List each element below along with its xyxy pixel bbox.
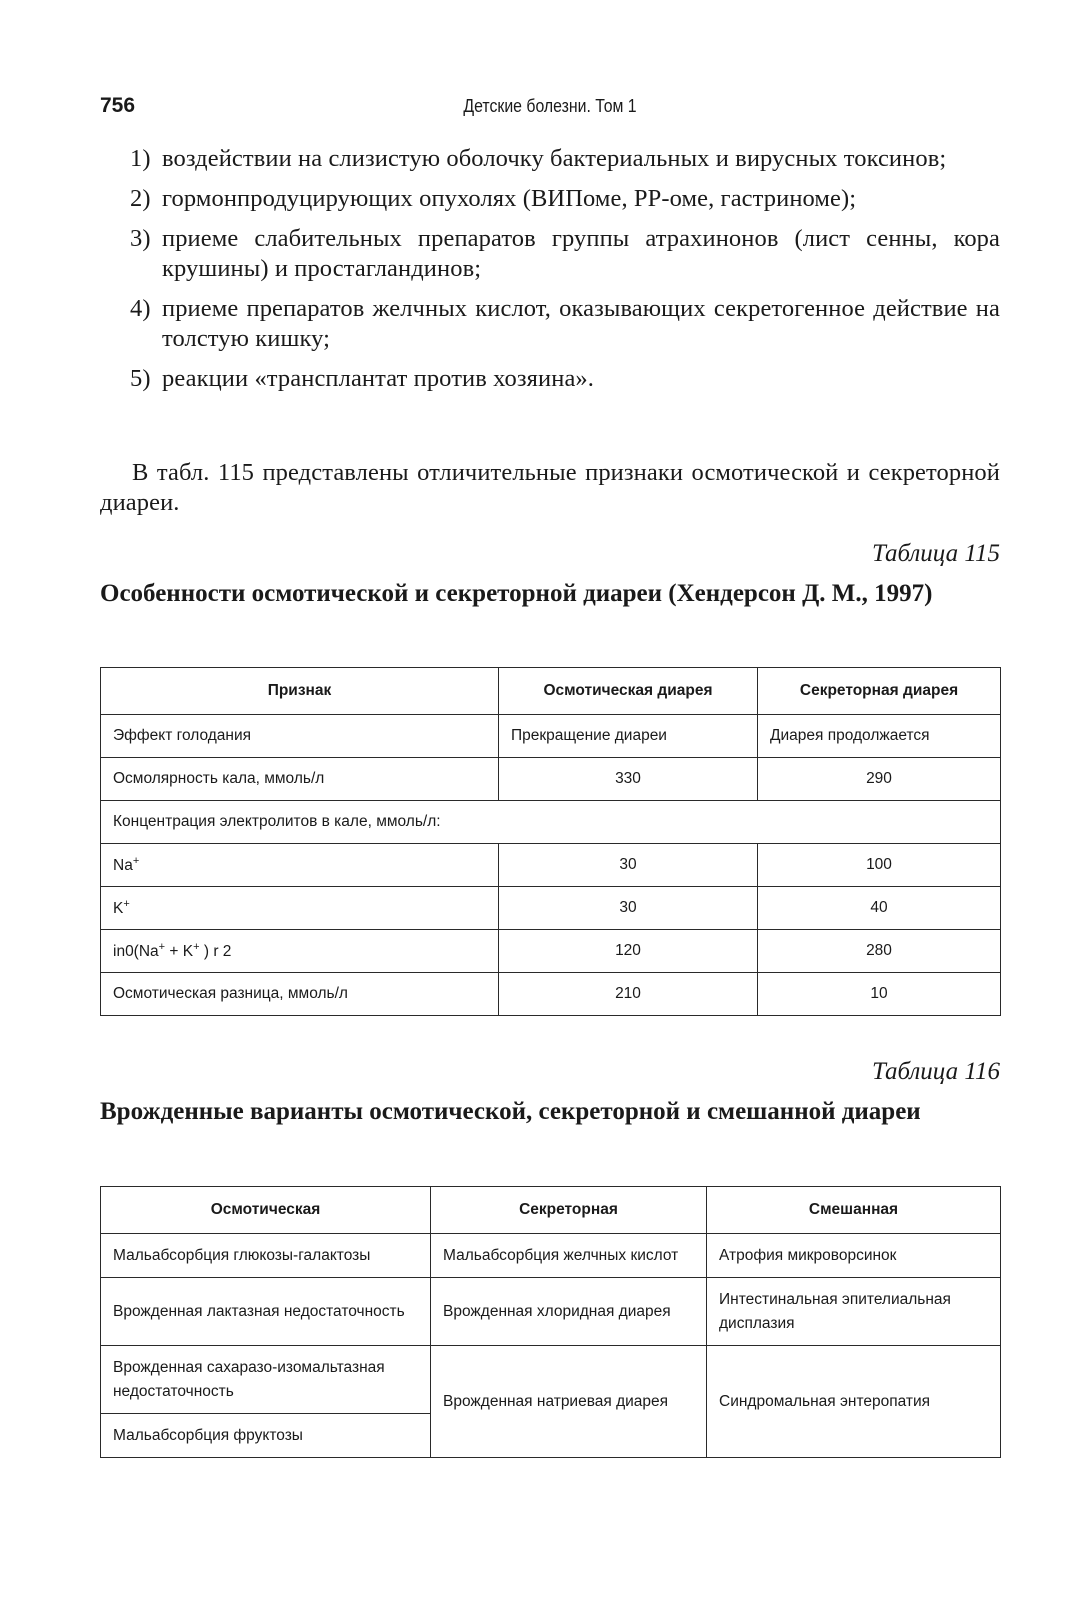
label-text: K: [113, 900, 124, 917]
table-row: [101, 887, 1001, 930]
intro-paragraph: В табл. 115 представлены отличительные признаки осмотической и секреторной диареи.: [100, 459, 1000, 516]
row-label: [101, 930, 499, 973]
list-item-number: 4): [130, 295, 151, 322]
osmotic-cell: Мальабсорбция глюкозы-галактозы: [101, 1234, 431, 1278]
column-header: Признак: [101, 668, 499, 715]
column-header: Смешанная: [707, 1187, 1001, 1234]
mixed-cell: Синдромальная энтеропатия: [707, 1346, 1001, 1458]
osmotic-cell: Врожденная сахаразо-изомальтазная недостаточность: [101, 1346, 431, 1414]
table-header-row: [101, 668, 1001, 715]
mixed-cell: Атрофия микроворсинок: [707, 1234, 1001, 1278]
label-text: + K: [165, 943, 194, 960]
row-label: Эффект голодания: [101, 715, 499, 758]
osmotic-value: 30: [499, 887, 758, 930]
table-row: [101, 844, 1001, 887]
table-header-row: [101, 1187, 1001, 1234]
secretory-cell: Врожденная натриевая диарея: [431, 1346, 707, 1458]
table-row: [101, 1278, 1001, 1346]
column-header: Осмотическая: [101, 1187, 431, 1234]
osmotic-value: Прекращение диареи: [499, 715, 758, 758]
page-number: 756: [100, 94, 136, 117]
secretory-cell: Врожденная хлоридная диарея: [431, 1278, 707, 1346]
column-header: Секреторная диарея: [758, 668, 1001, 715]
list-item-text: приеме препаратов желчных кислот, оказывающих секретогенное действие на толстую кишку;: [162, 295, 1000, 352]
list-item-text: приеме слабительных препаратов группы атрахинонов (лист сенны, кора крушины) и простагландинов;: [162, 225, 1000, 282]
table-row: [101, 973, 1001, 1016]
osmotic-value: 120: [499, 930, 758, 973]
secretory-cell: Мальабсорбция желчных кислот: [431, 1234, 707, 1278]
table-115: [100, 667, 1001, 1016]
list-item: [100, 364, 1000, 394]
osmotic-value: 330: [499, 758, 758, 801]
table-116-number: Таблица 116: [871, 1058, 1000, 1085]
row-label: [101, 887, 499, 930]
row-label: [101, 844, 499, 887]
list-item-number: 5): [130, 365, 151, 392]
list-item-number: 2): [130, 185, 151, 212]
cause-list: [100, 144, 1000, 404]
secretory-value: 290: [758, 758, 1001, 801]
table-row: [101, 801, 1001, 844]
charge-superscript: +: [158, 941, 166, 953]
list-item: [100, 294, 1000, 354]
osmotic-cell: Мальабсорбция фруктозы: [101, 1414, 431, 1458]
table-row: [101, 1346, 1001, 1414]
table-row: [101, 1234, 1001, 1278]
section-label: Концентрация электролитов в кале, ммоль/л:: [101, 801, 1001, 844]
table-116-title: Врожденные варианты осмотической, секреторной и смешанной диареи: [100, 1098, 921, 1125]
column-header: Секреторная: [431, 1187, 707, 1234]
list-item: [100, 144, 1000, 174]
list-item: [100, 184, 1000, 214]
list-item-text: реакции «трансплантат против хозяина».: [162, 365, 595, 392]
charge-superscript: +: [123, 898, 130, 910]
table-115-title: Особенности осмотической и секреторной диареи (Хендерсон Д. М., 1997): [100, 580, 933, 607]
list-item-number: 1): [130, 145, 151, 172]
label-text: Na: [113, 857, 133, 874]
list-item-number: 3): [130, 225, 151, 252]
table-row: [101, 930, 1001, 973]
secretory-value: 40: [758, 887, 1001, 930]
label-text: in0(Na: [113, 943, 159, 960]
mixed-cell: Интестинальная эпителиальная дисплазия: [707, 1278, 1001, 1346]
secretory-value: 280: [758, 930, 1001, 973]
table-115-number: Таблица 115: [871, 540, 1000, 567]
list-item-text: гормонпродуцирующих опухолях (ВИПоме, РР-оме, гастриноме);: [162, 185, 857, 212]
list-item-text: воздействии на слизистую оболочку бактериальных и вирусных токсинов;: [162, 145, 947, 172]
osmotic-cell: Врожденная лактазная недостаточность: [101, 1278, 431, 1346]
secretory-value: Диарея продолжается: [758, 715, 1001, 758]
row-label: Осмолярность кала, ммоль/л: [101, 758, 499, 801]
osmotic-value: 30: [499, 844, 758, 887]
table-116: [100, 1186, 1001, 1458]
charge-superscript: +: [193, 941, 200, 953]
page-header: [100, 94, 1000, 124]
row-label: Осмотическая разница, ммоль/л: [101, 973, 499, 1016]
osmotic-value: 210: [499, 973, 758, 1016]
list-item: [100, 224, 1000, 284]
secretory-value: 100: [758, 844, 1001, 887]
secretory-value: 10: [758, 973, 1001, 1016]
table-row: [101, 715, 1001, 758]
charge-superscript: +: [132, 855, 140, 867]
label-text: ) r 2: [199, 943, 232, 960]
table-row: [101, 758, 1001, 801]
column-header: Осмотическая диарея: [499, 668, 758, 715]
running-title: Детские болезни. Том 1: [463, 96, 637, 116]
